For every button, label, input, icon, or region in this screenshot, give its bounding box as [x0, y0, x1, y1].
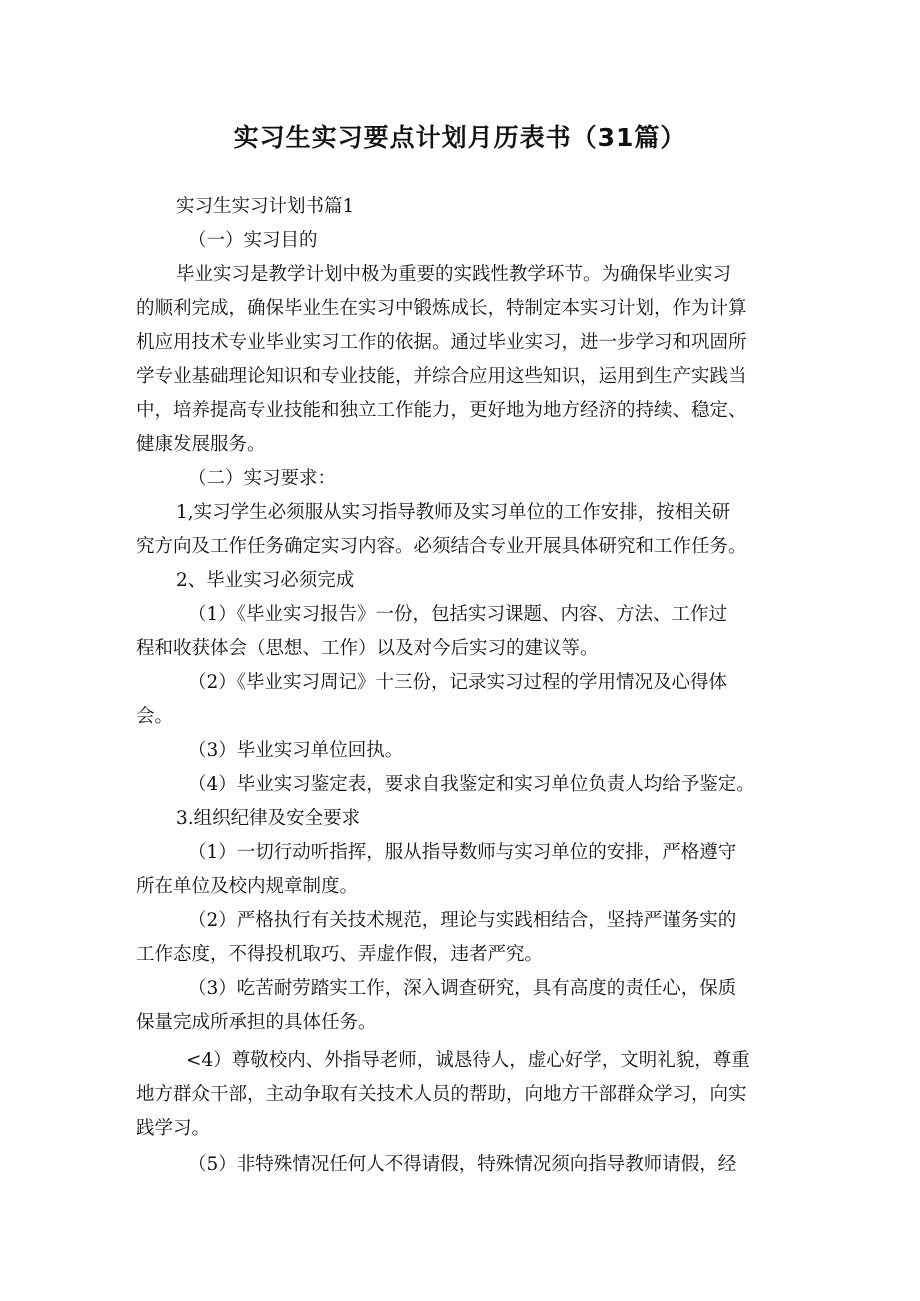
paragraph-line: 2、毕业实习必须完成 [176, 570, 355, 591]
paragraph-line: 所在单位及校内规章制度。 [136, 876, 359, 897]
paragraph-line: 会。 [136, 706, 174, 727]
paragraph-line: （1）《毕业实习报告》一份，包括实习课题、内容、方法、工作过 [188, 604, 728, 625]
paragraph-line: 学专业基础理论知识和专业技能，并综合应用这些知识，运用到生产实践当 [136, 366, 747, 387]
paragraph-line: （3）吃苦耐劳踏实工作，深入调查研究，具有高度的责任心，保质 [188, 978, 737, 999]
paragraph-line: 1,实习学生必须服从实习指导教师及实习单位的工作安排，按相关研 [176, 502, 731, 523]
section-heading: 实习生实习计划书篇1 [176, 196, 355, 217]
paragraph-line: 践学习。 [136, 1118, 211, 1139]
paragraph-line: 地方群众干部，主动争取有关技术人员的帮助，向地方干部群众学习，向实 [136, 1084, 747, 1105]
paragraph-line: （1）一切行动听指挥，服从指导数师与实习单位的安排，严格遵守 [188, 842, 737, 863]
document-title: 实习生实习要点计划月历表书（31篇） [233, 123, 687, 152]
paragraph-line: 机应用技术专业毕业实习工作的依据。通过毕业实习，进一步学习和巩固所 [136, 332, 747, 353]
paragraph-line: 3.组织纪律及安全要求 [176, 808, 361, 829]
paragraph-line: （4）毕业实习鉴定表，要求自我鉴定和实习单位负责人均给予鉴定。 [188, 774, 755, 795]
paragraph-line: （3）毕业实习单位回执。 [188, 740, 404, 761]
paragraph-line: 程和收获体会（思想、工作）以及对今后实习的建议等。 [136, 638, 599, 659]
paragraph-line: （2）《毕业实习周记》十三份，记录实习过程的学用情况及心得体 [188, 672, 728, 693]
paragraph-line: 保量完成所承担的具体任务。 [136, 1012, 377, 1033]
paragraph-line: （5）非特殊情况任何人不得请假，特殊情况须向指导教师请假，经 [188, 1154, 737, 1175]
paragraph-line: 究方向及工作任务确定实习内容。必须结合专业开展具体研究和工作任务。 [136, 536, 747, 557]
paragraph-line: 毕业实习是教学计划中极为重要的实践性教学环节。为确保毕业实习 [176, 264, 732, 285]
paragraph-line: 工作态度，不得投机取巧、弄虚作假，违者严究。 [136, 944, 544, 965]
paragraph-line: （一）实习目的 [188, 230, 318, 251]
paragraph-line: <4）尊敬校内、外指导老师，诚恳待人，虚心好学，文明礼貌，尊重 [186, 1050, 750, 1071]
paragraph-line: 健康发展服务。 [136, 434, 266, 455]
paragraph-line: （2）严格执行有关技术规范，理论与实践相结合，坚持严谨务实的 [188, 910, 737, 931]
paragraph-line: （二）实习要求： [188, 468, 337, 489]
paragraph-line: 的顺利完成，确保毕业生在实习中锻炼成长，特制定本实习计划，作为计算 [136, 298, 747, 319]
paragraph-line: 中，培养提高专业技能和独立工作能力，更好地为地方经济的持续、稳定、 [136, 400, 747, 421]
